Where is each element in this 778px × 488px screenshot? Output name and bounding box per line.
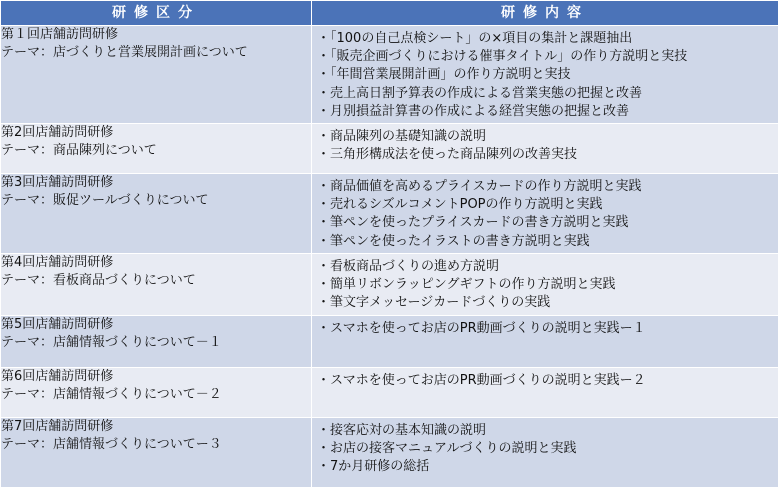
list-item: ・「年間営業展開計画」の作り方説明と実技: [317, 66, 778, 84]
session-theme: テーマ：商品陳列について: [1, 142, 311, 160]
session-title: 第7回店舗訪問研修: [1, 418, 311, 436]
session-cell: [1, 418, 312, 488]
header-training-content: 研修内容: [312, 1, 778, 26]
session-cell: [1, 174, 312, 254]
table-row: [1, 316, 778, 368]
session-theme: テーマ：店舗情報づくりについて－２: [1, 386, 311, 404]
session-theme: テーマ：店舗情報づくりについて－１: [1, 334, 311, 352]
list-item: ・お店の接客マニュアルづくりの説明と実践: [317, 440, 778, 458]
table-row: [1, 368, 778, 418]
content-list: [312, 174, 778, 251]
session-cell: [1, 254, 312, 316]
content-list: [312, 418, 778, 477]
list-item: ・「100の自己点検シート」の×項目の集計と課題抽出: [317, 30, 778, 48]
list-item: ・7か月研修の総括: [317, 458, 778, 476]
list-item: ・商品価値を高めるプライスカードの作り方説明と実践: [317, 178, 778, 196]
session-cell: [1, 316, 312, 368]
content-list: [312, 368, 778, 390]
content-cell: [312, 254, 778, 316]
session-cell: [1, 124, 312, 174]
table-row: [1, 26, 778, 124]
session-theme: テーマ：店づくりと営業展開計画について: [1, 44, 311, 62]
list-item: ・筆ペンを使ったイラストの書き方説明と実践: [317, 233, 778, 251]
list-item: ・売上高日割予算表の作成による営業実態の把握と改善: [317, 85, 778, 103]
content-cell: [312, 316, 778, 368]
session-title: 第5回店舗訪問研修: [1, 316, 311, 334]
session-cell: [1, 368, 312, 418]
list-item: ・筆文字メッセージカードづくりの実践: [317, 294, 778, 312]
content-list: [312, 254, 778, 313]
content-cell: [312, 124, 778, 174]
content-list: [312, 316, 778, 338]
content-cell: [312, 26, 778, 124]
list-item: ・商品陳列の基礎知識の説明: [317, 128, 778, 146]
session-cell: [1, 26, 312, 124]
session-title: 第3回店舗訪問研修: [1, 174, 311, 192]
session-theme: テーマ：販促ツールづくりについて: [1, 192, 311, 210]
header-training-category: 研修区分: [1, 1, 312, 26]
table-row: [1, 174, 778, 254]
session-title: 第１回店舗訪問研修: [1, 26, 311, 44]
list-item: ・簡単リボンラッピングギフトの作り方説明と実践: [317, 276, 778, 294]
content-cell: [312, 418, 778, 488]
header-row: [1, 1, 778, 26]
list-item: ・三角形構成法を使った商品陳列の改善実技: [317, 146, 778, 164]
table-row: [1, 124, 778, 174]
content-list: [312, 26, 778, 121]
list-item: ・「販売企画づくりにおける催事タイトル」の作り方説明と実技: [317, 48, 778, 66]
list-item: ・売れるシズルコメントPOPの作り方説明と実践: [317, 196, 778, 214]
content-cell: [312, 174, 778, 254]
session-theme: テーマ：店舗情報づくりについてー３: [1, 436, 311, 454]
session-title: 第6回店舗訪問研修: [1, 368, 311, 386]
list-item: ・接客応対の基本知識の説明: [317, 422, 778, 440]
content-cell: [312, 368, 778, 418]
session-theme: テーマ：看板商品づくりについて: [1, 272, 311, 290]
table-row: [1, 254, 778, 316]
list-item: ・スマホを使ってお店のPR動画づくりの説明と実践ー２: [317, 372, 778, 390]
session-title: 第4回店舗訪問研修: [1, 254, 311, 272]
session-title: 第2回店舗訪問研修: [1, 124, 311, 142]
table-row: [1, 418, 778, 488]
content-list: [312, 124, 778, 164]
list-item: ・月別損益計算書の作成による経営実態の把握と改善: [317, 103, 778, 121]
list-item: ・スマホを使ってお店のPR動画づくりの説明と実践ー１: [317, 320, 778, 338]
list-item: ・看板商品づくりの進め方説明: [317, 258, 778, 276]
list-item: ・筆ペンを使ったプライスカードの書き方説明と実践: [317, 214, 778, 232]
